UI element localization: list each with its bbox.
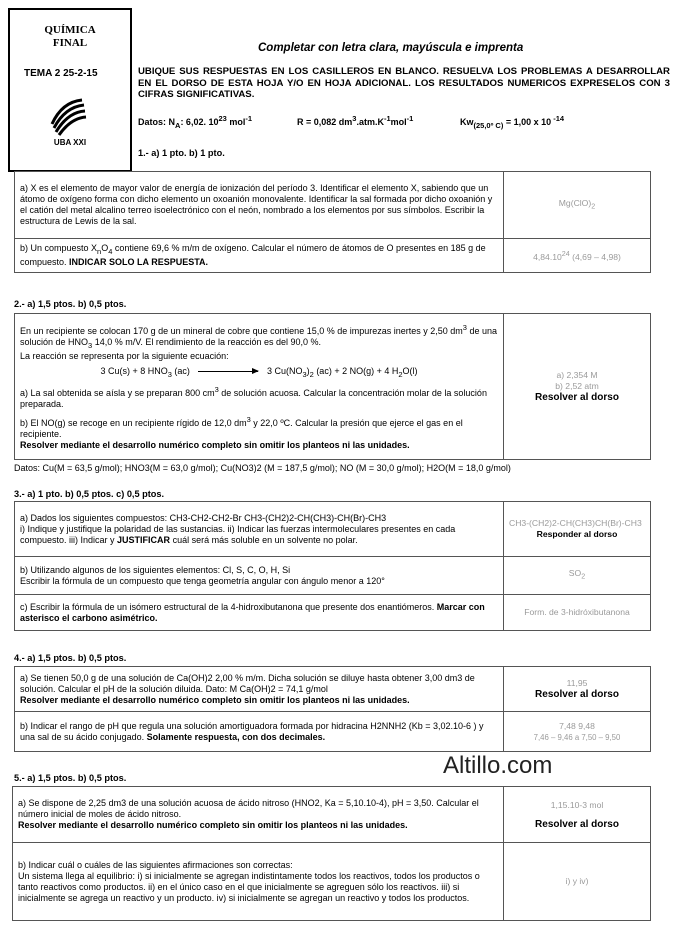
q2-answer[interactable]: a) 2,354 M b) 2,52 atm Resolver al dorso (504, 314, 651, 460)
q5a-text: a) Se dispone de 2,25 dm3 de una solución acuosa de ácido nitroso (HNO2, Ka = 5,10.10-4), pH = 3,50. Calcular el número inicial de moles de ácido nitroso. Resolver mediante el desarrollo numérico completo sin omitir los planteos ni las unidades. (13, 787, 504, 843)
q2a-text: a) La sal obtenida se aísla y se preparan 800 $cm^3$ de solución acuosa. Calcular la concentración molar de la solución preparada. (20, 384, 487, 409)
uba-logo-icon (48, 96, 88, 136)
reaction-arrow-icon (198, 371, 258, 372)
q4a-answer[interactable]: 11,95 Resolver al dorso (504, 667, 651, 712)
q5b-text: b) Indicar cuál o cuáles de las siguientes afirmaciones son correctas: Un sistema llega al equilibrio: i) si inicialmente se agregan indistintamente todos los reactivos, todos los productos o tanto reactivos como productos. ii) en el único caso en el que inicialmente se agreguen sólo los reactivos. iii) si inicialmente se agrega un reactivo y un producto. iv) si inicialmente se agregan un reactivo y todos los productos. (13, 843, 504, 921)
instructions: UBIQUE SUS RESPUESTAS EN LOS CASILLEROS EN BLANCO. RESUELVA LOS PROBLEMAS A DESARROLLAR EN EL DORSO DE ESTA HOJA Y/O EN HOJA ADICIONAL. LOS RESULTADOS NUMERICOS EXPRESELOS CON 3 CIFRAS SIGNIFICATIVAS. (138, 66, 670, 100)
q2-equation: 3 Cu(s) + 8 $HNO_3$ (ac) 3 $Cu(NO_3)_2$ (ac) + 2 NO(g) + 4 $H_2O(l)$ (100, 366, 418, 379)
q1-table (14, 171, 651, 273)
exam-type: FINAL (52, 37, 88, 49)
q3-table (14, 501, 651, 631)
q2-intro: En un recipiente se colocan 170 g de un mineral de cobre que contiene 15,0 % de impurezas inertes y 2,50 $dm^3$ de una solución de $HNO_3$ 14,0 % m/V. El rendimiento de la reacción es del 90,0 %. (20, 323, 497, 350)
q2-datos: Datos: Cu(M = 63,5 g/mol); HNO3(M = 63,0 g/mol); Cu(NO3)2 (M = 187,5 g/mol); NO (M = 30,0 g/mol); H2O(M = 18,0 g/mol) (14, 463, 511, 473)
watermark: Altillo.com (443, 752, 553, 779)
page-title: Completar con letra clara, mayúscula e imprenta (258, 42, 524, 54)
q3a-text: a) Dados los siguientes compuestos: CH3-CH2-CH2-Br CH3-(CH2)2-CH(CH3)-CH(Br)-CH3 i) Indique y justifique la polaridad de las sustancias. ii) Indicar las fuerzas intermoleculares presentes en cada compuesto. iii) Indicar y JUSTIFICAR cuál será más soluble en un solvente no polar. (15, 502, 504, 557)
q5-heading: 5.- a) 1,5 ptos. b) 0,5 ptos. (14, 773, 127, 783)
q2-bold-note: Resolver mediante el desarrollo numérico completo sin omitir los planteos ni las unidades. (20, 439, 410, 450)
q1a-answer[interactable]: $Mg(ClO)_2$ (504, 172, 651, 239)
datos-r: R = 0,082 $dm^3.atm.K^{-1}mol^{-1}$ (297, 114, 414, 127)
q2-intro-reaction: La reacción se representa por la siguiente ecuación: (20, 351, 229, 361)
q3b-text: b) Utilizando algunos de los siguientes elementos: Cl, S, C, O, H, Si Escribir la fórmula de un compuesto que tenga geometría angular con ángulo menor a 120° (15, 557, 504, 595)
q3b-answer[interactable]: $SO_2$ (504, 557, 651, 595)
logo-text: UBA XXI (53, 138, 87, 147)
q5b-answer[interactable]: i) y iv) (504, 843, 651, 921)
header-box (8, 8, 132, 172)
q3c-text: c) Escribir la fórmula de un isómero estructural de la 4-hidroxibutanona que presente dos enantiómeros. Marcar con asterisco el carbono asimétrico. (15, 595, 504, 631)
q3c-answer[interactable]: Form. de 3-hidróxibutanona (504, 595, 651, 631)
q2-heading: 2.- a) 1,5 ptos. b) 0,5 ptos. (14, 299, 127, 309)
q1b-answer[interactable]: 4,84.10$^{24}$ (4,69 – 4,98) (504, 239, 651, 273)
q3a-answer[interactable]: CH3-(CH2)2-CH(CH3)CH(Br)-CH3 Responder al dorso (504, 502, 651, 557)
q2b-text: b) El NO(g) se recoge en un recipiente rígido de 12,0 $dm^3$ y 22,0 ºC. Calcular la presión que ejerce el gas en el recipiente. (20, 414, 463, 439)
q1-heading: 1.- a) 1 pto. b) 1 pto. (138, 148, 225, 158)
q4-table (14, 666, 651, 752)
q5a-answer[interactable]: 1,15.10-3 mol Resolver al dorso (504, 787, 651, 843)
q2-text (15, 314, 504, 460)
q2-table (14, 313, 651, 460)
tema-label: TEMA 2 25-2-15 (24, 68, 98, 79)
q1a-text: a) X es el elemento de mayor valor de energía de ionización del período 3. Identificar el elemento X, sabiendo que un átomo de oxígeno forma con dicho elemento un oxoanión monovalente. Identificar la sal formada por dicho oxoanión y el catión del metal alcalino terreo isoelectrónico con el neón, nombrado a los elementos por sus símbolos. Escribir la estructura de Lewis de la sal. (15, 172, 504, 239)
subject-title: QUÍMICA (44, 24, 96, 36)
q5-table (12, 786, 651, 921)
q4b-text: b) Indicar el rango de pH que regula una solución amortiguadora formada por hidracina H2NNH2 (Kb = 3,02.10-6 ) y una sal de su ácido conjugado. Solamente respuesta, con dos decimales. (15, 712, 504, 752)
q4b-answer[interactable]: 7,48 9,48 7,46 – 9,46 a 7,50 – 9,50 (504, 712, 651, 752)
q4-heading: 4.- a) 1,5 ptos. b) 0,5 ptos. (14, 653, 127, 663)
q3-heading: 3.- a) 1 pto. b) 0,5 ptos. c) 0,5 ptos. (14, 489, 165, 499)
q1b-text: b) Un compuesto $X_nO_4$ contiene 69,6 % m/m de oxígeno. Calcular el número de átomos de O presentes en 185 g de compuesto. INDICAR SOLO LA RESPUESTA. (15, 239, 504, 273)
datos-na: Datos: $N_A$: 6,02. $10^{23}$ mol$^{-1}$ (138, 114, 252, 130)
q4a-text: a) Se tienen 50,0 g de una solución de Ca(OH)2 2,00 % m/m. Dicha solución se diluye hasta obtener 3,00 dm3 de solución. Calcular el pH de la solución diluida. Dato: M Ca(OH)2 = 74,1 g/mol Resolver mediante el desarrollo numérico completo sin omitir los planteos ni las unidades. (15, 667, 504, 712)
datos-kw: $Kw_{(25,0º C)} = 1,00$ x 10 $^{-14}$ (460, 114, 565, 130)
